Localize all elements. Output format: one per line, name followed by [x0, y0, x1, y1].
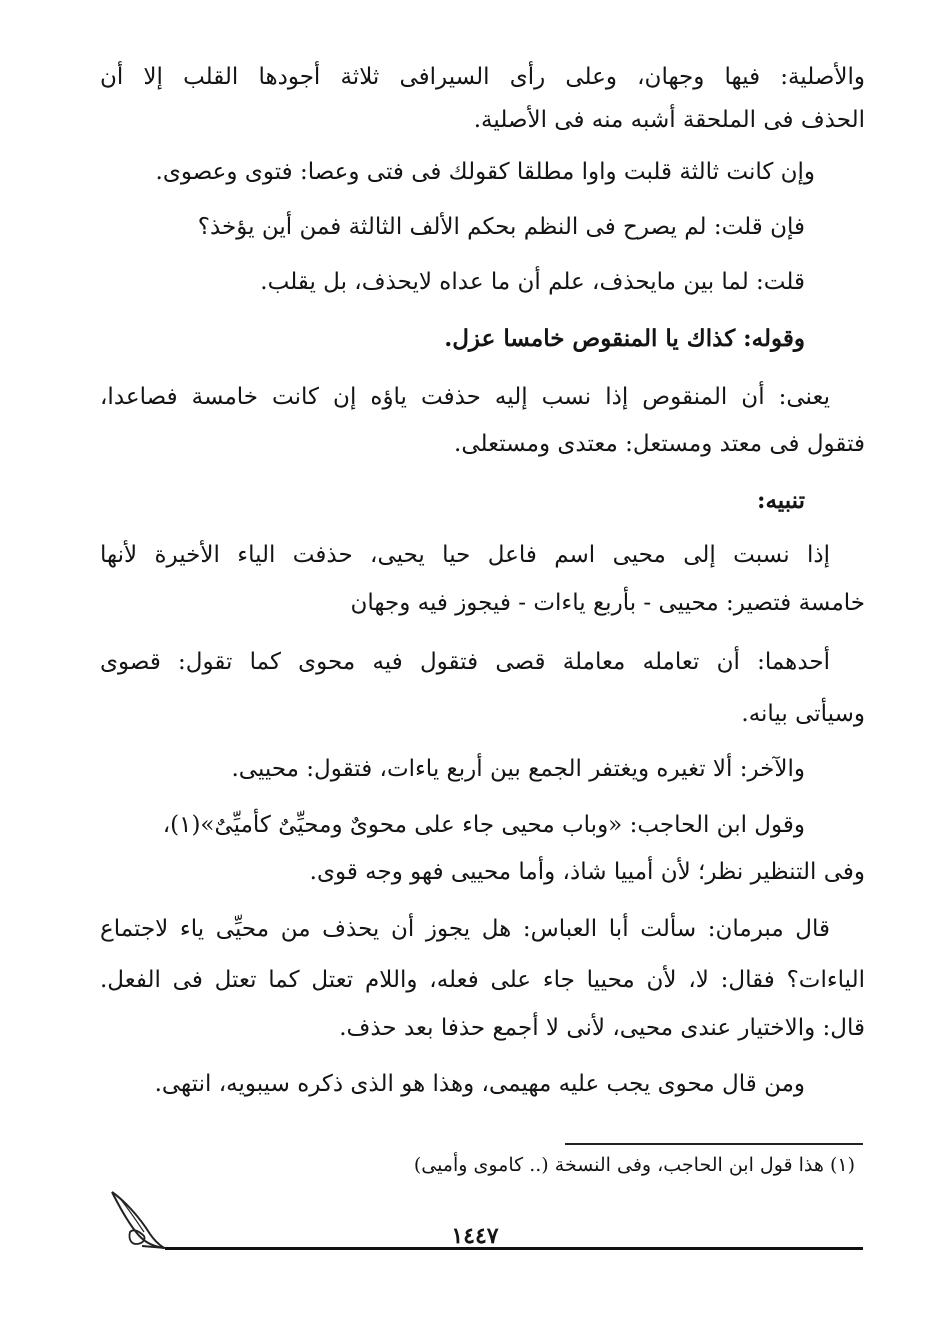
text-line-1: والأصلية: فيها وجهان، وعلى رأى السيرافى ثلاثة أجودها القلب إلا أن [100, 64, 865, 90]
text-line-19: قال: والاختيار عندى محيى، لأنى لا أجمع حذفا بعد حذف. [339, 1015, 865, 1041]
section-heading: تنبيه: [756, 487, 805, 514]
quill-icon [106, 1188, 168, 1254]
page-number: ١٤٤٧ [451, 1223, 499, 1249]
text-line-17: قال مبرمان: سألت أبا العباس: هل يجوز أن يحذف من محيِّى ياء لاجتماع [100, 916, 830, 942]
text-line-4: فإن قلت: لم يصرح فى النظم بحكم الألف الثالثة فمن أين يؤخذ؟ [197, 214, 805, 240]
text-line-3: وإن كانت ثالثة قلبت واوا مطلقا كقولك فى فتى وعصا: فتوى وعصوى. [155, 159, 815, 185]
text-line-2: الحذف فى الملحقة أشبه منه فى الأصلية. [473, 107, 865, 133]
footnote: (١) هذا قول ابن الحاجب، وفى النسخة (.. كاموى وأميى) [413, 1154, 855, 1176]
bottom-rule [165, 1247, 863, 1250]
text-line-20: ومن قال محوى يجب عليه مهيمى، وهذا هو الذى ذكره سيبويه، انتهى. [154, 1071, 805, 1097]
text-line-13: وسيأتى بيانه. [741, 701, 865, 727]
text-line-11: خامسة فتصير: محييى - بأربع ياءات - فيجوز فيه وجهان [350, 590, 865, 616]
text-line-16: وفى التنظير نظر؛ لأن أمييا شاذ، وأما محييى فهو وجه قوى. [309, 859, 865, 885]
text-line-15: وقول ابن الحاجب: «وباب محيى جاء على محوىٌ ومحيِّىٌ كأميِّىٌ»(١)، [162, 812, 805, 838]
text-line-8: فتقول فى معتد ومستعل: معتدى ومستعلى. [454, 431, 865, 457]
text-line-12: أحدهما: أن تعامله معاملة قصى فتقول فيه محوى كما تقول: قصوى [100, 649, 830, 675]
footnote-separator [565, 1143, 863, 1145]
text-line-5: قلت: لما بين مايحذف، علم أن ما عداه لايحذف، بل يقلب. [260, 269, 805, 295]
text-line-7: يعنى: أن المنقوص إذا نسب إليه حذفت ياؤه إن كانت خامسة فصاعدا، [100, 384, 830, 410]
text-line-10: إذا نسبت إلى محيى اسم فاعل حيا يحيى، حذفت الياء الأخيرة لأنها [100, 542, 830, 568]
text-line-14: والآخر: ألا تغيره ويغتفر الجمع بين أربع ياءات، فتقول: محييى. [231, 756, 805, 782]
text-line-6: وقوله: كذاك يا المنقوص خامسا عزل. [444, 325, 805, 352]
text-line-18: الياءات؟ فقال: لا، لأن محييا جاء على فعله، واللام تعتل كما تعتل فى الفعل. [100, 967, 865, 993]
